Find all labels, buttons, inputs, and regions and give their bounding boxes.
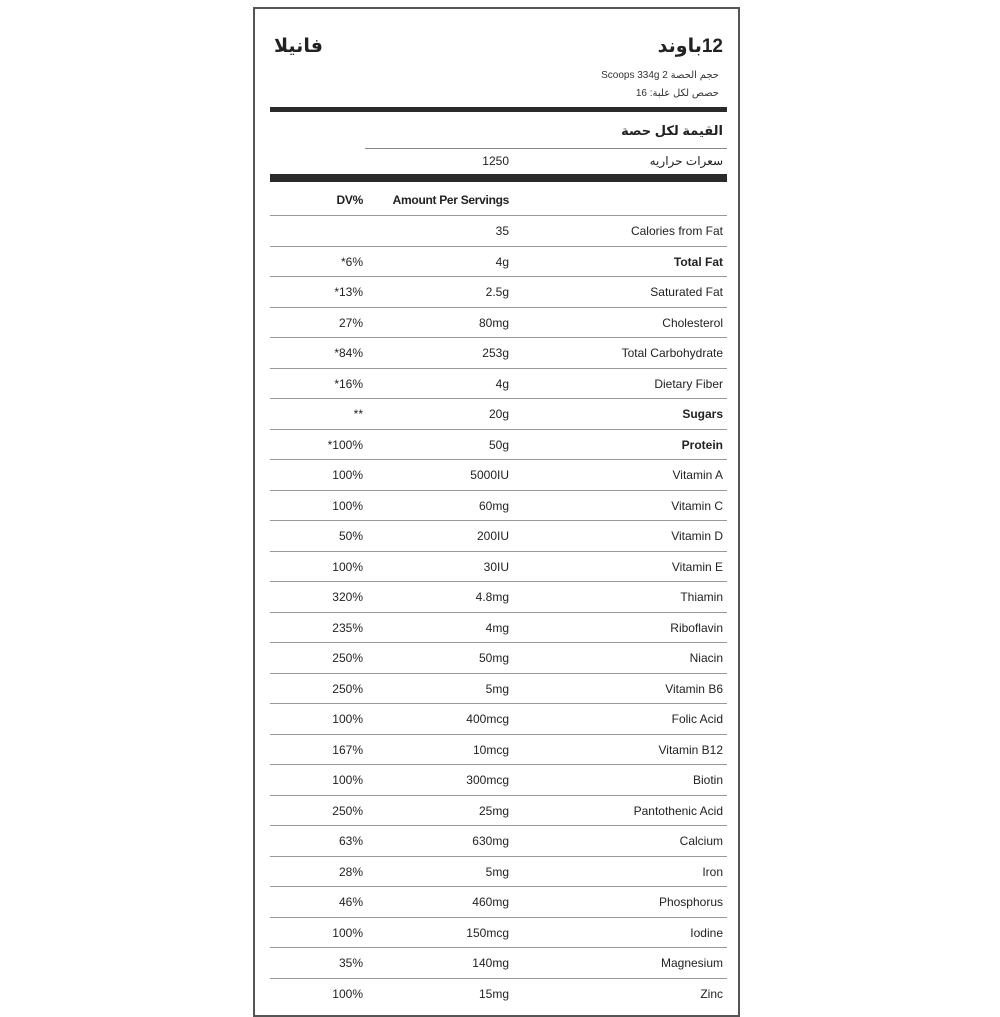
daily-value: 250%	[332, 803, 363, 818]
table-row	[270, 703, 727, 734]
nutrient-amount: 50g	[488, 437, 509, 452]
nutrient-amount: 300mcg	[466, 773, 509, 787]
daily-value: 250%	[332, 651, 363, 665]
nutrient-amount: 4g	[495, 376, 509, 391]
nutrient-amount: 20g	[488, 407, 509, 421]
table-row	[270, 612, 727, 643]
nutrient-amount: 630mg	[472, 834, 509, 848]
nutrient-name: Vitamin B6	[665, 681, 723, 696]
table-row	[270, 917, 727, 948]
nutrient-name: Saturated Fat	[650, 285, 723, 299]
nutrient-amount: 35	[495, 224, 509, 238]
table-row	[270, 246, 727, 277]
daily-value: *16%	[334, 376, 363, 391]
nutrient-name: Vitamin C	[671, 498, 723, 513]
nutrient-name: Total Carbohydrate	[621, 346, 723, 360]
table-row	[270, 551, 727, 582]
nutrient-amount: 5mg	[485, 681, 509, 696]
nutrient-name: Zinc	[700, 986, 723, 1001]
nutrient-amount: 50mg	[478, 651, 509, 665]
nutrient-amount: 5mg	[485, 864, 509, 879]
nutrient-amount: 150mcg	[466, 925, 509, 940]
table-row	[270, 276, 727, 307]
nutrient-name: Thiamin	[680, 590, 723, 604]
nutrient-amount: 10mcg	[472, 742, 509, 757]
table-row	[270, 795, 727, 826]
daily-value: *84%	[334, 346, 363, 360]
table-row	[270, 825, 727, 856]
nutrient-name: Vitamin B12	[658, 742, 723, 757]
nutrient-amount: 25mg	[478, 803, 509, 818]
table-row	[270, 337, 727, 368]
nutrient-name: Calcium	[679, 834, 723, 848]
thick-divider	[270, 107, 727, 112]
nutrient-amount: 140mg	[472, 956, 509, 970]
table-row	[270, 886, 727, 917]
amount-column-header: Amount Per Servings	[392, 193, 509, 207]
nutrient-amount: 200IU	[476, 529, 509, 543]
nutrient-amount: 5000IU	[470, 468, 509, 482]
table-row	[270, 947, 727, 978]
table-row	[270, 307, 727, 338]
table-row	[270, 764, 727, 795]
nutrient-amount: 460mg	[472, 895, 509, 909]
flavor-name: فانيلا	[274, 36, 323, 57]
nutrient-name: Total Fat	[673, 254, 723, 269]
daily-value: 50%	[338, 529, 363, 543]
nutrient-name: Dietary Fiber	[654, 376, 723, 391]
daily-value: 100%	[332, 498, 363, 513]
daily-value: 63%	[338, 834, 363, 848]
label-header	[270, 35, 727, 65]
table-row	[270, 978, 727, 1009]
table-row	[270, 215, 727, 246]
daily-value: 167%	[332, 742, 363, 757]
nutrient-name: Niacin	[689, 651, 723, 665]
table-row	[270, 368, 727, 399]
divider	[365, 148, 727, 149]
nutrient-amount: 4mg	[485, 620, 509, 635]
daily-value: 100%	[332, 468, 363, 482]
nutrient-name: Calories from Fat	[630, 224, 723, 238]
calories-value: 1250	[482, 154, 509, 168]
nutrient-name: Cholesterol	[662, 315, 723, 330]
nutrient-amount: 80mg	[478, 315, 509, 330]
nutrition-facts-panel	[253, 7, 740, 1017]
calories-label: سعرات حراريه	[649, 154, 723, 168]
daily-value: *100%	[327, 437, 363, 452]
serving-size: حجم الحصة Scoops 334g 2	[601, 70, 719, 81]
table-row	[270, 642, 727, 673]
daily-value: 27%	[338, 315, 363, 330]
daily-value: 235%	[332, 620, 363, 635]
daily-value: 250%	[332, 681, 363, 696]
nutrient-name: Vitamin D	[671, 529, 723, 543]
daily-value: 100%	[332, 925, 363, 940]
nutrient-amount: 4.8mg	[475, 590, 509, 604]
dv-column-header: DV%	[336, 193, 363, 207]
daily-value: 100%	[332, 773, 363, 787]
table-row	[270, 856, 727, 887]
table-row	[270, 581, 727, 612]
daily-value: 320%	[332, 590, 363, 604]
daily-value: *6%	[340, 254, 363, 269]
table-row	[270, 490, 727, 521]
table-row	[270, 734, 727, 765]
daily-value: 28%	[338, 864, 363, 879]
nutrient-name: Magnesium	[660, 956, 723, 970]
nutrient-amount: 2.5g	[485, 285, 509, 299]
daily-value: **	[353, 407, 363, 421]
servings-per-container: حصص لكل علبة: 16	[635, 88, 719, 99]
nutrient-amount: 60mg	[478, 498, 509, 513]
nutrient-name: Iodine	[690, 925, 723, 940]
nutrient-name: Folic Acid	[671, 712, 723, 726]
nutrient-amount: 30IU	[483, 559, 509, 574]
nutrient-name: Vitamin A	[672, 468, 723, 482]
nutrient-name: Biotin	[692, 773, 723, 787]
daily-value: *13%	[334, 285, 363, 299]
nutrient-amount: 4g	[495, 254, 509, 269]
nutrient-name: Vitamin E	[671, 559, 723, 574]
table-row	[270, 520, 727, 551]
nutrient-amount: 15mg	[478, 986, 509, 1001]
nutrient-amount: 400mcg	[466, 712, 509, 726]
daily-value: 46%	[338, 895, 363, 909]
table-row	[270, 429, 727, 460]
nutrient-name: Phosphorus	[658, 895, 723, 909]
table-row	[270, 673, 727, 704]
thick-divider	[270, 174, 727, 182]
nutrient-amount: 253g	[482, 346, 509, 360]
daily-value: 100%	[332, 712, 363, 726]
nutrient-name: Pantothenic Acid	[633, 803, 723, 818]
nutrient-name: Sugars	[682, 407, 723, 421]
table-row	[270, 459, 727, 490]
nutrient-name: Protein	[681, 437, 723, 452]
nutrient-name: Riboflavin	[670, 620, 723, 635]
daily-value: 100%	[332, 986, 363, 1001]
product-name: 12باوند	[657, 36, 723, 57]
nutrient-table	[270, 215, 727, 1008]
per-serving-title: القيمة لكل حصة	[621, 123, 723, 138]
nutrient-name: Iron	[702, 864, 723, 879]
daily-value: 35%	[338, 956, 363, 970]
table-row	[270, 398, 727, 429]
daily-value: 100%	[332, 559, 363, 574]
